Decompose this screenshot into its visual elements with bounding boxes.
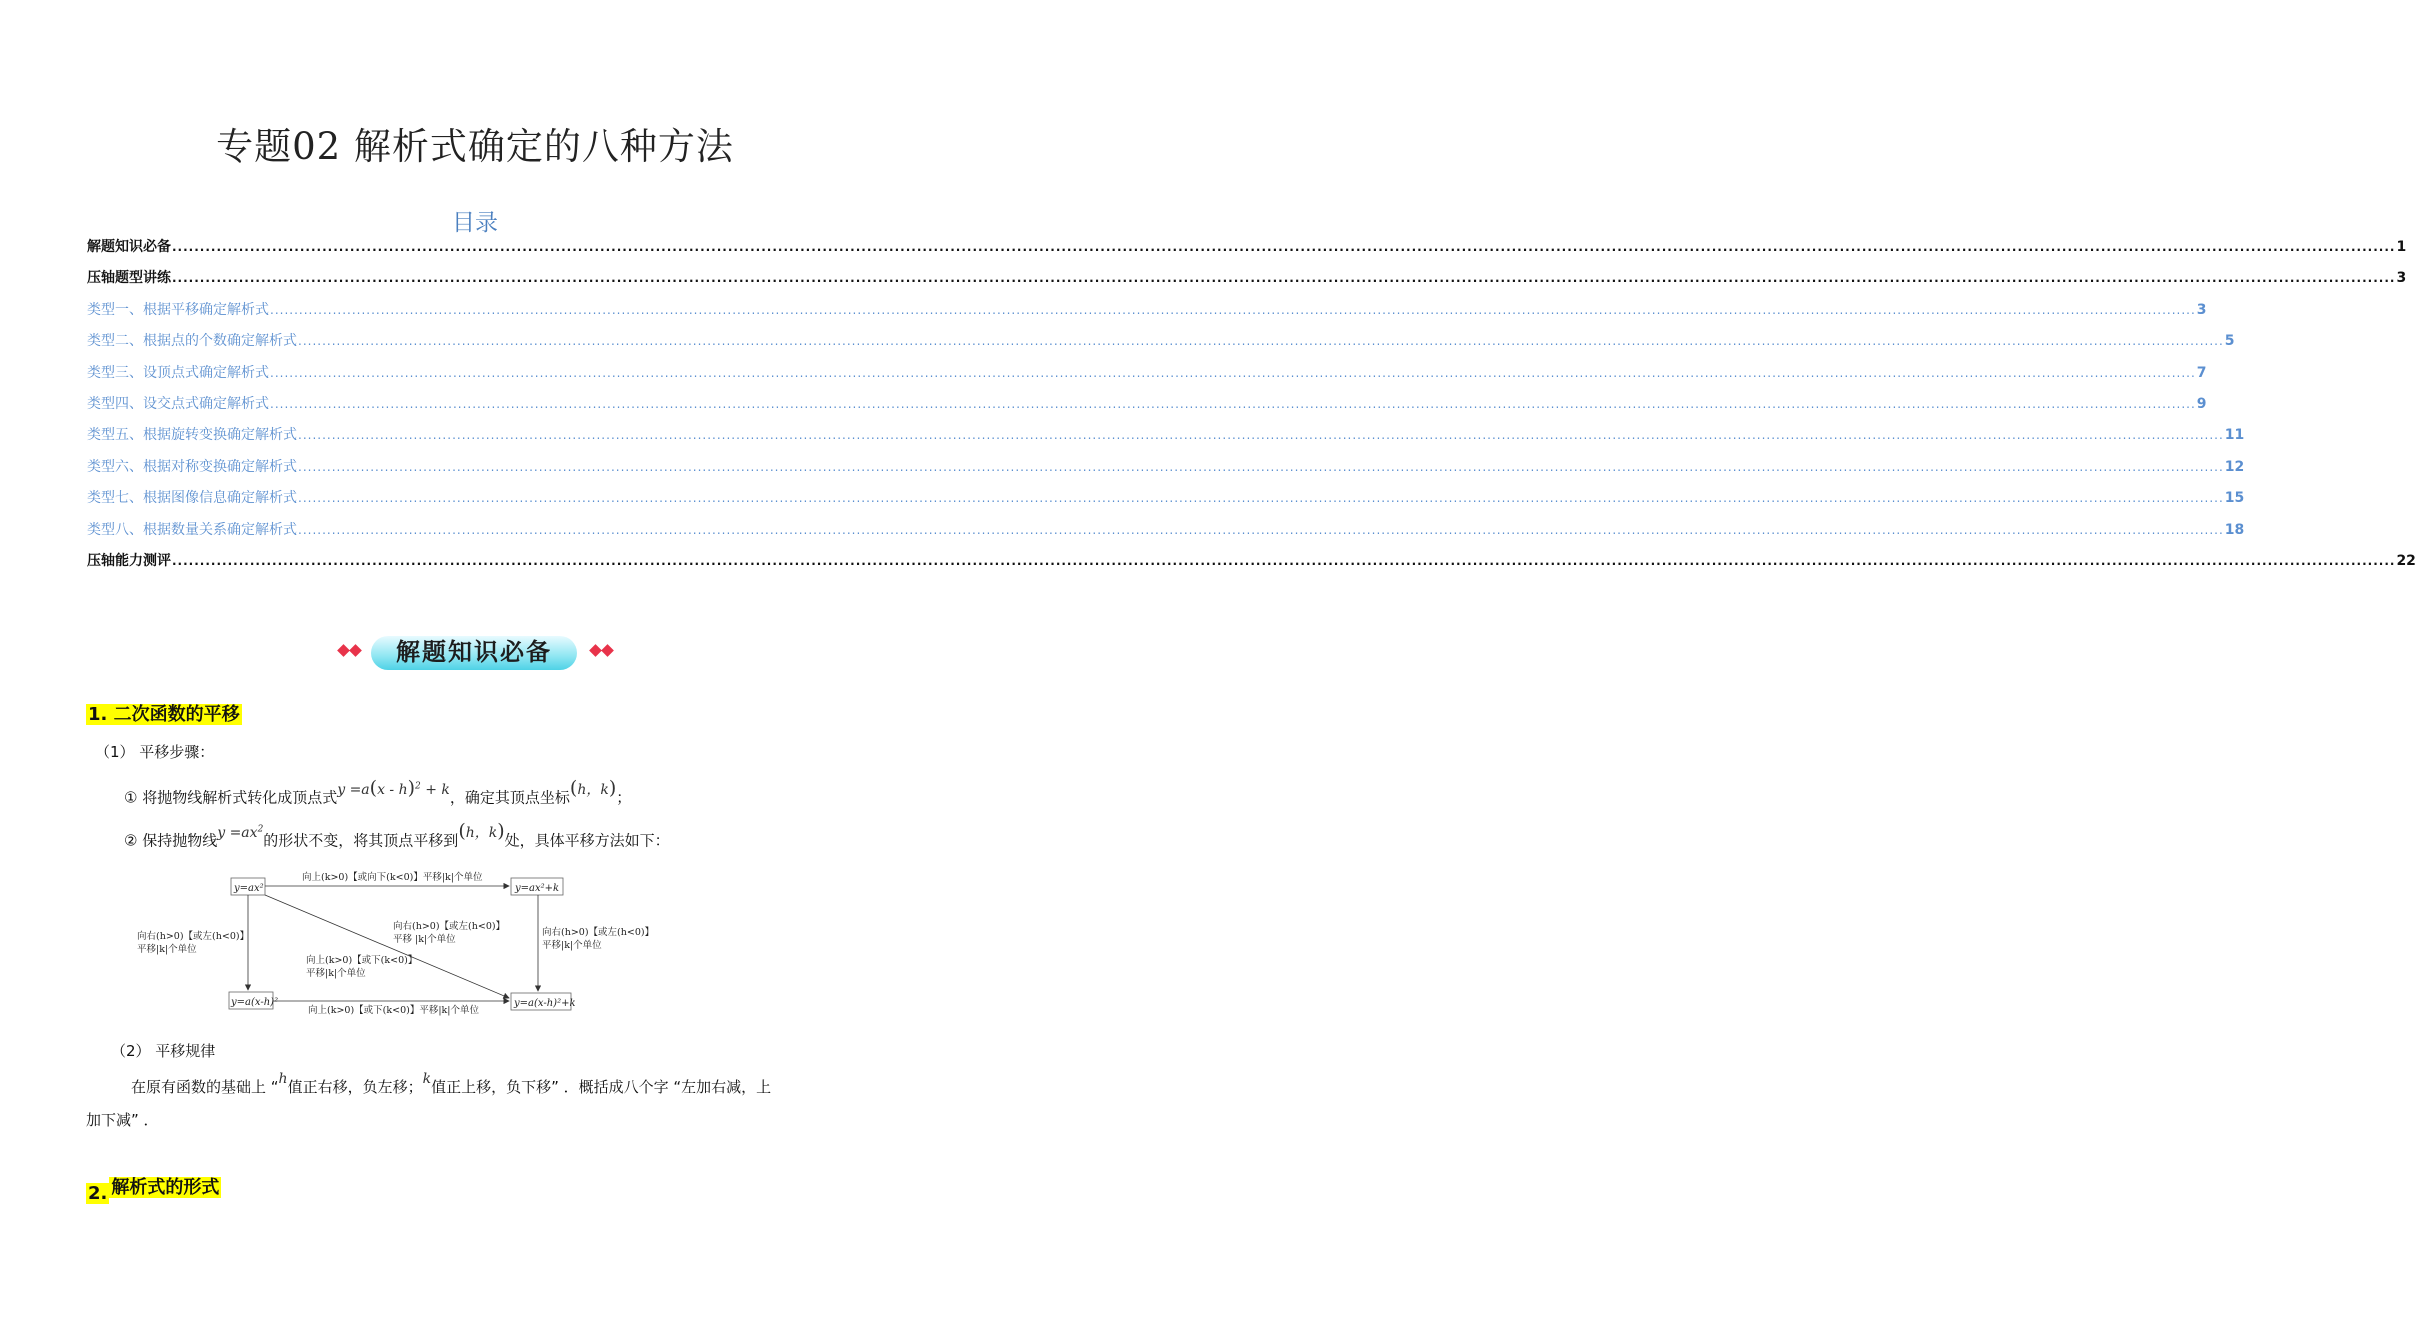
toc-leader-dots: ................................................................................................................................................................................................................................................................................................................................................................................................................ [172, 553, 2396, 568]
toc-entry-label: 类型八、根据数量关系确定解析式 [87, 521, 297, 538]
toc-entry[interactable] [87, 330, 2235, 361]
toc-entry[interactable] [87, 487, 2245, 518]
section1-heading: 1. 二次函数的平移 [88, 704, 240, 725]
left-arrow-label-2: 平移|k|个单位 [137, 944, 197, 955]
box-top-right-label: y=ax²+k [515, 883, 560, 894]
toc-entry[interactable] [87, 456, 2245, 487]
toc-entry-label: 类型五、根据旋转变换确定解析式 [87, 427, 297, 444]
rule-text-line1: 在原有函数的基础上 “h值正右移，负左移；k值正上移，负下移” ．概括成八个字 “左加右减，上 [131, 1071, 772, 1096]
step-title: （1） 平移步骤： [95, 743, 215, 761]
toc-entry-label: 类型七、根据图像信息确定解析式 [87, 490, 297, 507]
toc-leader-dots: ................................................................................................................................................................................................................................................................................................................................................................................................................ [270, 302, 2196, 317]
toc-leader-dots: ................................................................................................................................................................................................................................................................................................................................................................................................................ [298, 491, 2224, 506]
toc-leader-dots: ................................................................................................................................................................................................................................................................................................................................................................................................................ [270, 365, 2196, 380]
diag-label-4: 平移|k|个单位 [306, 968, 366, 979]
rule-title: （2） 平移规律 [111, 1042, 216, 1060]
top-arrow-label: 向上(k>0)【或向下(k<0)】平移|k|个单位 [302, 872, 483, 883]
toc-entry-label: 类型二、根据点的个数确定解析式 [87, 333, 297, 350]
section-banner [335, 630, 617, 674]
toc-entry[interactable] [87, 550, 2416, 581]
toc-entry-label: 压轴题型讲练 [87, 270, 171, 287]
toc-entry[interactable] [87, 393, 2207, 424]
target-vertex: (h，k) [458, 819, 505, 842]
rule-text-line2: 加下减” ． [86, 1111, 159, 1129]
toc-entry-page: 9 [2196, 395, 2207, 412]
toc-entry-page: 7 [2196, 364, 2207, 381]
vertex-coordinate: (h，k) [569, 776, 617, 799]
arrow-diagonal [265, 895, 509, 998]
toc-entry-page: 5 [2224, 333, 2235, 350]
box-bottom-right-label: y=a(x-h)²+k [514, 998, 576, 1009]
toc-entry-page: 3 [2196, 301, 2207, 318]
diag-label-1: 向右(h>0)【或左(h<0)】 [393, 921, 506, 932]
diag-label-2: 平移 |k|个单位 [393, 934, 456, 945]
toc-leader-dots: ................................................................................................................................................................................................................................................................................................................................................................................................................ [298, 459, 2224, 474]
toc-entry[interactable] [87, 267, 2407, 298]
toc-leader-dots: ................................................................................................................................................................................................................................................................................................................................................................................................................ [298, 522, 2224, 537]
box-bottom-left-label: y=a(x-h)² [231, 997, 279, 1008]
right-arrow-label-1: 向右(h>0)【或左(h<0)】 [542, 927, 655, 938]
diamond-icon [337, 644, 350, 657]
toc-entry-label: 类型四、设交点式确定解析式 [87, 395, 269, 412]
toc-leader-dots: ................................................................................................................................................................................................................................................................................................................................................................................................................ [172, 240, 2396, 254]
banner-title: 解题知识必备 [396, 638, 552, 666]
toc-leader-dots: ................................................................................................................................................................................................................................................................................................................................................................................................................ [270, 396, 2196, 411]
toc-entry[interactable] [87, 519, 2245, 550]
step2-line: ② 保持抛物线$y =ax^2$的形状不变，将其顶点平移到(h，k)处，具体平移方法如下： [124, 819, 670, 850]
toc-entry-label: 解题知识必备 [87, 239, 171, 255]
vertex-form-formula: y =a(x - h)$^2$ + k [337, 776, 450, 799]
box-top-left-label: y=ax² [234, 883, 264, 894]
toc-entry[interactable] [87, 299, 2207, 330]
page-title: 专题02 解析式确定的八种方法 [216, 125, 734, 168]
toc-entry[interactable] [87, 236, 2407, 267]
toc-entry-label: 类型六、根据对称变换确定解析式 [87, 458, 297, 475]
left-arrow-label-1: 向右(h>0)【或左(h<0)】 [137, 931, 250, 942]
diag-label-3: 向上(k>0)【或下(k<0)】 [306, 955, 418, 966]
toc-entry[interactable] [87, 424, 2245, 455]
toc-entry[interactable] [87, 362, 2207, 393]
toc-leader-dots: ................................................................................................................................................................................................................................................................................................................................................................................................................ [298, 334, 2224, 349]
toc-entry-label: 压轴能力测评 [87, 552, 171, 569]
toc-leader-dots: ................................................................................................................................................................................................................................................................................................................................................................................................................ [298, 428, 2224, 443]
toc-entry-page: 15 [2224, 490, 2245, 507]
toc-entry-page: 22 [2396, 552, 2416, 569]
table-of-contents [87, 236, 2416, 581]
diamond-icon [349, 644, 362, 657]
diamond-icon [601, 644, 614, 657]
parabola-formula: $y =ax^2$ [217, 824, 264, 841]
diamond-icon [589, 644, 602, 657]
toc-heading: 目录 [452, 210, 498, 236]
toc-entry-page: 11 [2224, 427, 2245, 444]
toc-entry-page: 3 [2396, 270, 2407, 287]
step1-line: ① 将抛物线解析式转化成顶点式y =a(x - h)$^2$ + k，确定其顶点坐标(h，k)； [124, 776, 632, 807]
toc-entry-label: 类型一、根据平移确定解析式 [87, 301, 269, 318]
bottom-arrow-label: 向上(k>0)【或下(k<0)】平移|k|个单位 [308, 1005, 480, 1016]
toc-entry-page: 12 [2224, 458, 2245, 475]
toc-entry-label: 类型三、设顶点式确定解析式 [87, 364, 269, 381]
toc-leader-dots: ................................................................................................................................................................................................................................................................................................................................................................................................................ [172, 271, 2396, 286]
translation-diagram [135, 868, 655, 1020]
right-arrow-label-2: 平移|k|个单位 [542, 940, 602, 951]
section2-heading: 2. 解析式的形式 [88, 1177, 220, 1204]
toc-entry-page: 1 [2396, 239, 2407, 255]
toc-entry-page: 18 [2224, 521, 2245, 538]
